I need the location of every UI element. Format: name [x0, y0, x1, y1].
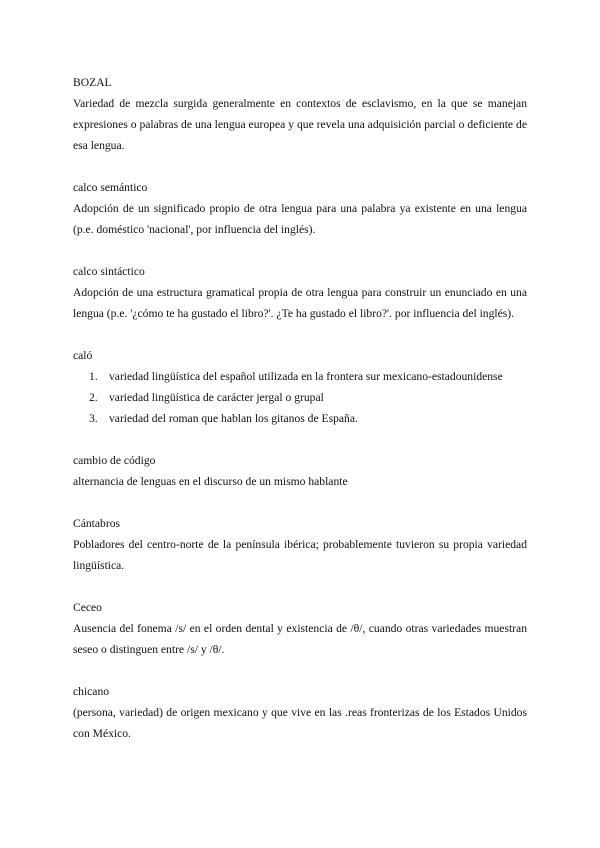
glossary-entry-bozal: [73, 72, 527, 156]
glossary-entry-cambio-de-codigo: [73, 450, 527, 492]
list-item: [89, 408, 527, 429]
list-item-text: variedad lingüística de carácter jergal o grupal: [109, 391, 324, 404]
entry-definition: Adopción de una estructura gramatical propia de otra lengua para construir un enunciado en una lengua (p.e. '¿cómo te ha gustado el libro?'. ¿Te ha gustado el libro?'. por influencia del inglés).: [73, 286, 527, 320]
list-item-text: variedad lingüística del español utilizada en la frontera sur mexicano-estadounidense: [109, 370, 503, 383]
entry-term: Ceceo: [73, 601, 102, 614]
list-number: 2.: [89, 391, 98, 404]
entry-term: calco sintáctico: [73, 265, 145, 278]
list-item-text: variedad del roman que hablan los gitanos de España.: [109, 412, 358, 425]
entry-definition: Ausencia del fonema /s/ en el orden dental y existencia de /θ/, cuando otras variedades muestran seseo o distinguen entre /s/ y /θ/.: [73, 622, 527, 656]
entry-definition: alternancia de lenguas en el discurso de un mismo hablante: [73, 475, 348, 488]
entry-term: chicano: [73, 685, 110, 698]
entry-term: Cántabros: [73, 517, 121, 530]
list-item: [89, 366, 527, 387]
glossary-entry-ceceo: [73, 597, 527, 660]
list-number: 1.: [89, 370, 98, 383]
list-item: [89, 387, 527, 408]
entry-term: BOZAL: [73, 76, 112, 89]
entry-term: caló: [73, 349, 93, 362]
glossary-entry-cantabros: [73, 513, 527, 576]
list-number: 3.: [89, 412, 98, 425]
glossary-entry-calo: [73, 345, 527, 429]
entry-definition: Pobladores del centro-norte de la península ibérica; probablemente tuvieron su propia variedad lingüística.: [73, 538, 527, 572]
glossary-entry-calco-semantico: [73, 177, 527, 240]
glossary-page: [73, 72, 527, 765]
sense-list: [73, 366, 527, 429]
glossary-entry-calco-sintactico: [73, 261, 527, 324]
entry-definition: Variedad de mezcla surgida generalmente en contextos de esclavismo, en la que se manejan expresiones o palabras de una lengua europea y que revela una adquisición parcial o deficiente de esa lengua.: [73, 97, 527, 152]
entry-definition: (persona, variedad) de origen mexicano y que vive en las .reas fronterizas de los Estados Unidos con México.: [73, 706, 527, 740]
entry-definition: Adopción de un significado propio de otra lengua para una palabra ya existente en una lengua (p.e. doméstico 'nacional', por influencia del inglés).: [73, 202, 527, 236]
entry-term: calco semántico: [73, 181, 148, 194]
glossary-entry-chicano: [73, 681, 527, 744]
entry-term: cambio de código: [73, 454, 156, 467]
